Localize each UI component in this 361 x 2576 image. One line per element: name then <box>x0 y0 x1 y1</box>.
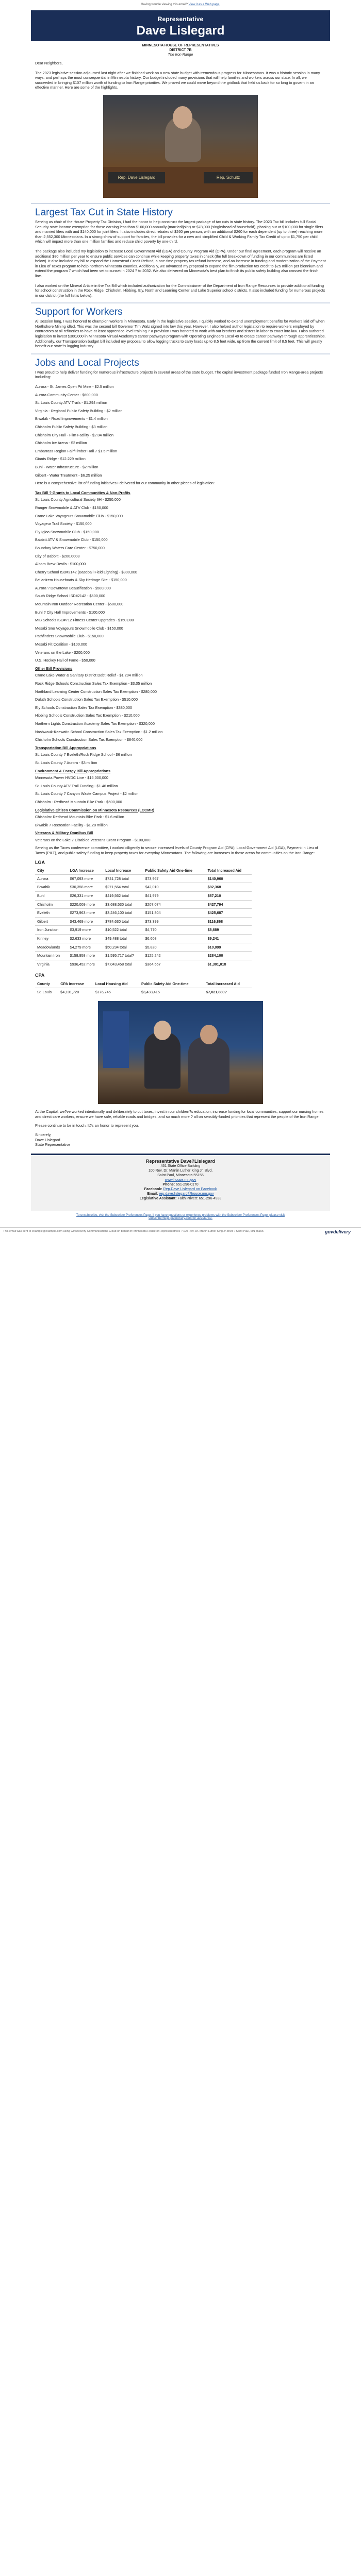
photo-person-1 <box>144 1032 180 1089</box>
closing-paragraph-1: At the Capitol, we?ve worked intentionally and deliberately to cut taxes, invest in our children?s education, increase funding for local communities, support our nursing homes and direct care workers, ensure we have safe, reliable roads and bridges, and so much more ? all on sensibly-funded priorities that represent the people of the Iron Range. <box>35 1109 324 1119</box>
photo-head-2 <box>200 1025 218 1044</box>
cpa-table-row <box>35 988 252 996</box>
tax-bill-item: Buhl ? City Hall Improvements - $100,000 <box>35 609 105 615</box>
tax-paragraph-1: Serving as chair of the House Property Tax Division, I had the honor to help construct the largest package of tax cuts in state history. The 2023 Tax bill includes full Social Security state income exemption for those earning less than $100,000 annually (married/joint) or $78,000 (single/head of household), phasing out at $100,000 for single filers and married filers with and $140,000 for joint filers. It also includes direct rebates of $260 per person, with an additional $260 for each dependent (up to three) reaching more than 2,552,300 Minnesotans. In a strong show of support for families, the bill provides for a new and simplified Child & Working Family Tax Credit of up to $1,750 per child which will impact more than one million families and reduce child poverty by one-third. <box>35 219 323 244</box>
lga-table-cell: Eveleth <box>35 909 68 918</box>
assistant-label: Legislative Assistant: <box>139 1196 177 1200</box>
district-label: DISTRICT 7B <box>169 48 192 52</box>
nameplate-left: Rep. Dave Lislegard <box>108 172 165 183</box>
lga-header-row <box>35 867 252 874</box>
lga-title: LGA <box>35 859 45 865</box>
lga-table-cell: $427,794 <box>206 900 252 909</box>
legal-notice <box>0 1211 361 1227</box>
lga-table-cell: Biwabik <box>35 883 68 892</box>
env-heading: Environment & Energy Bill Appropriations <box>35 768 111 773</box>
facebook-label: Facebook: <box>144 1187 162 1191</box>
cpa-table-cell: $4,101,720 <box>58 988 93 996</box>
tax-heading: Largest Tax Cut in State History <box>31 203 330 219</box>
lga-table-cell: $284,100 <box>206 952 252 960</box>
tax-bill-item: MIB Schools ISD#712 Fitness Center Upgrades - $150,000 <box>35 618 134 623</box>
capital-project-item: St. Louis County ATV Trails - $1.294 million <box>35 400 107 405</box>
tax-bill-item: Boundary Waters Care Center - $750,000 <box>35 545 105 550</box>
lga-table-cell: $936,452 more <box>68 960 104 968</box>
phone-value: 651-296-0170 <box>176 1182 199 1187</box>
capital-project-item: Virginia - Regional Public Safety Building - $2 million <box>35 408 123 413</box>
workers-section <box>31 319 330 349</box>
facebook-link[interactable]: Rep.Dave Lislegard on Facebook <box>163 1187 217 1191</box>
email-link[interactable]: rep.dave.lislegard@house.mn.gov <box>159 1192 214 1196</box>
lga-table-cell: $116,868 <box>206 917 252 926</box>
photo-person-2 <box>188 1037 229 1094</box>
lga-table-cell: Meadowlands <box>35 943 68 952</box>
vets-heading: Veterans & Military Omnibus Bill <box>35 831 93 836</box>
lga-table-cell: $67,093 more <box>68 874 104 883</box>
jobs-section <box>31 370 330 996</box>
footer-assistant <box>31 1196 330 1201</box>
capital-project-item: Giants Ridge - $12.229 million <box>35 456 86 462</box>
banner-line2: Dave Lislegard <box>136 24 225 38</box>
footer-address2: 100 Rev. Dr. Martin Luther King Jr. Blvd. <box>148 1168 213 1173</box>
capital-project-item: Chisholm Public Safety Building - $3 million <box>35 425 108 429</box>
env-item: St. Louis County 7 Canyon Waste Campus Project - $2 million <box>35 791 139 796</box>
lga-table-cell: $3,688,530 total <box>103 900 143 909</box>
nameplate-right: Rep. Schultz <box>204 172 253 183</box>
capital-projects-list <box>35 384 326 478</box>
phone-label: Phone: <box>162 1182 175 1187</box>
lga-table-cell: $220,009 more <box>68 900 104 909</box>
cpa-table-cell: St. Louis <box>35 988 58 996</box>
transport-heading: Transportation Bill Appropriations <box>35 745 96 750</box>
transport-item: St. Louis County 7 Aurora - $3 million <box>35 760 97 765</box>
lga-table-row <box>35 909 252 918</box>
capital-project-item: Buhl - Water Infrastructure - $2 million <box>35 464 99 469</box>
other-provision-item: Chisholm Schools Construction Sales Tax Exemption - $840,000 <box>35 737 143 742</box>
capitol-photo <box>98 1001 263 1104</box>
tax-bill-item: St. Louis County Agricultural Society 6H - $250,000 <box>35 497 121 502</box>
jobs-paragraph-2: Here is a comprehensive list of funding initiatives I delivered for our community in other pieces of legislation: <box>35 481 215 486</box>
capital-project-item: Aurora - St. James Open Pit Mine - $2.5 million <box>35 384 114 389</box>
cpa-title: CPA <box>35 973 45 978</box>
lga-table-cell: $10,522 total <box>103 926 143 935</box>
lga-table-cell: $9,241 <box>206 935 252 943</box>
photo-head <box>173 106 192 129</box>
tax-paragraph-2: The package also included my legislation to increase Local Government Aid (LGA) and County Program Aid (CPA). Under our final agreement, each program will receive an additional $80 million per year to ensure public services can continue while keeping property taxes in check (the full breakdown of funding in our communities are listed below). It also included my bill to expand the Homestead Credit Refund, a one-time property tax refund increase, and an increase in funding and modernization of the Payment in Lieu of Taxes program to help northern Minnesota counties. Additionally, we advanced my proposal to expand the film production tax credit to $25 million per biennium and extend the program 7 which had been set to sunset in 2024 ? to 2032. We also delivered on Minnesota's best plan to finish its public safety building also crossed the finish line. <box>35 248 326 278</box>
lga-table-cell: $7,043,458 total <box>103 960 143 968</box>
other-provision-item: Nashwauk-Keewatin School Construction Sales Tax Exemption - $1.2 million <box>35 729 163 734</box>
intro-paragraph: The 2023 legislative session adjourned last night after we finished work on a new state budget with tremendous progress for Minnesotans. It was a historic session in many ways, and perhaps the most consequential in Minnesota history. Our budget included many provisions that will help families and workers across our state. In all, we succeeded in bringing $107 million worth of funding to Iron Range priorities. We proved we could move beyond the gridlock that held us back for so long to govern in an effective manner. Here are some of the highlights. <box>35 70 320 90</box>
workers-paragraph: All session long, I was honored to champion workers in Minnesota. Early in the legislative session, I quickly worked to extend unemployment benefits for workers laid off when Northshore Mining idled. This was the second bill Governor Tim Walz signed into law this year. However, I also helped author legislation to require workers employed by contractors at oil refineries to have at least apprentice-level training ? a provision I was honored to work with our brothers and sisters in labor to enact into law. I also authored legislation to invest $300,000 in Minnesota Virtual Academy's career pathways program with Operating Engineers Local 49 to create career pathways through apprenticeships. Additionally, our Transportation budget bill included my proposal to allow logging trucks to carry loads up to 8.5 feet wide, up from the current limit of 8.5 feet. This will greatly benefit our state?s logging industry. <box>35 319 326 349</box>
footer-email <box>31 1192 330 1196</box>
greeting: Dear Neighbors, <box>35 61 63 65</box>
other-provisions-list <box>35 673 326 742</box>
capital-project-item: Biwabik - Road Improvements - $1.4 million <box>35 416 108 421</box>
lga-table-row <box>35 874 252 883</box>
email-body <box>31 10 330 1211</box>
lga-table-cell: $158,958 more <box>68 952 104 960</box>
lga-table-row <box>35 900 252 909</box>
lccmr-list <box>35 815 326 827</box>
transport-list <box>35 752 326 765</box>
closing-section <box>31 1109 330 1147</box>
cpa-table-cell: $176,745 <box>93 988 139 996</box>
cpa-column-header: County <box>37 981 50 986</box>
footer-address1: 451 State Office Building <box>160 1164 201 1168</box>
lga-table-row <box>35 935 252 943</box>
lga-column-header: Local Increase <box>105 868 132 873</box>
intro-section <box>31 61 330 90</box>
env-item: St. Louis County ATV Trail Funding - $1.46 million <box>35 783 118 788</box>
lga-table-cell: Mountain Iron <box>35 952 68 960</box>
lga-table <box>35 867 252 968</box>
tax-bill-item: Crane Lake Voyageurs Snowmobile Club - $150,000 <box>35 513 123 518</box>
footer-address3: Saint Paul, Minnesota 55155 <box>157 1173 204 1177</box>
other-provision-item: Crane Lake Water & Sanitary District Debt Relief - $1.294 million <box>35 673 143 678</box>
lga-column-header: LGA Increase <box>70 868 94 873</box>
lga-table-row <box>35 917 252 926</box>
lga-table-cell: Buhl <box>35 892 68 901</box>
lga-table-cell: $741,728 total <box>103 874 143 883</box>
lga-table-cell: $1,301,018 <box>206 960 252 968</box>
assistant-value: Faith Privett: 651-296-4933 <box>177 1196 222 1200</box>
cpa-column-header: Local Housing Aid <box>95 981 128 986</box>
footer-website-link[interactable]: www.house.mn.gov <box>165 1178 196 1182</box>
footer-title: Representative Dave?Lislegard <box>145 1158 216 1164</box>
lga-table-cell: $67,210 <box>206 892 252 901</box>
closing-paragraph-2: Please continue to be in touch. It?s an honor to represent you. <box>35 1123 139 1128</box>
jobs-paragraph-3: Serving as the Taxes conference committee, I worked diligently to secure increased levels of County Program Aid (CPA), Local Government Aid (LGA), Payment in Lieu of Taxes (PILT), and public safety funding to keep property taxes for everyday Minnesotans. The following are increases in those areas for communities on the Iron Range: <box>35 845 318 856</box>
lga-table-cell: $3,919 more <box>68 926 104 935</box>
cpa-column-header: Public Safety Aid One-time <box>141 981 189 986</box>
tax-bill-item: Aurora ? Downtown Beautification - $500,000 <box>35 585 111 590</box>
other-provision-item: Ely Schools Construction Sales Tax Exemption - $380,000 <box>35 705 133 710</box>
other-heading: Other Bill Provisions <box>35 666 73 671</box>
signer-name: Dave Lislegard <box>35 1137 60 1142</box>
tax-bill-item: Mesabi Sno Voyageurs Snowmobile Club - $150,000 <box>35 625 123 631</box>
delivery-text: This email was sent to example@example.com using GovDelivery Communications Cloud on behalf of: Minnesota House of Representatives ? 100 Rev. Dr. Martin Luther King Jr. Blvd ? Saint Paul, MN 55155 <box>3 1229 264 1233</box>
lga-table-cell: $140,960 <box>206 874 252 883</box>
lga-table-cell: $784,630 total <box>103 917 143 926</box>
jobs-heading: Jobs and Local Projects <box>31 353 330 370</box>
lga-table-cell: $10,099 <box>206 943 252 952</box>
capital-project-item: Chisholm Ice Arena - $2 million <box>35 440 87 446</box>
lga-table-cell: $2,633 more <box>68 935 104 943</box>
tax-bill-item: Ranger Snowmobile & ATV Club - $150,000 <box>35 505 108 510</box>
lga-table-cell: $26,331 more <box>68 892 104 901</box>
tax-bill-item: City of Babbitt - $200,0008 <box>35 553 80 558</box>
email-label: Email: <box>147 1192 158 1196</box>
jobs-paragraph-1: I was proud to help deliver funding for numerous infrastructure projects in several areas of the state budget. The capital investment package funded Iron Range-area projects including: <box>35 369 323 380</box>
other-provision-item: Hibbing Schools Construction Sales Tax Exemption - $210,000 <box>35 713 140 718</box>
lga-table-cell: $50,234 total <box>103 943 143 952</box>
footer-phone <box>31 1182 330 1187</box>
delivery-bar <box>0 1227 361 1239</box>
tax-bill-item: Pathfinders Snowmobile Club - $150,000 <box>35 634 104 639</box>
lga-table-row <box>35 883 252 892</box>
floor-photo <box>103 95 258 198</box>
lga-table-cell: $41,979 <box>143 892 205 901</box>
capital-project-item: Gilbert - Water Treatment - $6.25 million <box>35 472 102 478</box>
region-label: The Iron Range <box>168 53 193 57</box>
env-item: Minnesota Power HVDC Line - $16,000,000 <box>35 775 108 781</box>
unsubscribe-link[interactable]: To unsubscribe, visit the Subscriber Preferences Page. If you have questions or experience problems with the Subscriber Preferences Page, please visit <box>76 1213 285 1217</box>
cpa-table <box>35 980 252 996</box>
cpa-table-cell: $3,433,415 <box>139 988 204 996</box>
preheader-text: Having trouble viewing this email? <box>141 3 188 6</box>
lga-table-row <box>35 926 252 935</box>
lga-table-row <box>35 892 252 901</box>
lga-column-header: City <box>37 868 44 873</box>
other-provision-item: Rock Ridge Schools Construction Sales Tax Exemption - $3.05 million <box>35 681 152 686</box>
tax-bill-item: Veterans on the Lake - $200,000 <box>35 650 90 655</box>
lga-table-cell: $30,358 more <box>68 883 104 892</box>
photo-head-1 <box>154 1021 171 1040</box>
house-label: MINNESOTA HOUSE OF REPRESENTATIVES <box>142 44 219 47</box>
govdelivery-logo[interactable]: govdelivery <box>324 1229 351 1234</box>
district-info <box>31 41 330 61</box>
tax-bill-list <box>35 497 326 663</box>
tax-bill-heading: Tax Bill ? Grants to Local Communities & Non-Profits <box>35 490 130 495</box>
env-item: Chisholm - Redhead Mountain Bike Park - $500,000 <box>35 799 122 804</box>
lga-table-cell: $43,469 more <box>68 917 104 926</box>
tax-bill-item: U.S. Hockey Hall of Fame - $50,000 <box>35 658 95 663</box>
lga-column-header: Total Increased Aid <box>207 868 242 873</box>
lga-table-cell: $6,608 <box>143 935 205 943</box>
lga-table-row <box>35 952 252 960</box>
tax-bill-item: Mesabi Fit Coalition - $100,000 <box>35 642 87 647</box>
signoff: Sincerely, <box>35 1132 52 1137</box>
lga-table-cell: $273,963 more <box>68 909 104 918</box>
view-web-link[interactable]: View it as a Web page. <box>188 3 220 6</box>
lga-table-cell: Virginia <box>35 960 68 968</box>
lga-column-header: Public Safety Aid One-time <box>145 868 193 873</box>
lga-table-cell: $42,010 <box>143 883 205 892</box>
contact-footer <box>31 1154 330 1211</box>
other-provision-item: Northern Lights Construction Academy Sales Tax Exemption - $320,000 <box>35 721 155 726</box>
lga-table-cell: $425,687 <box>206 909 252 918</box>
capital-project-item: Embarrass Region Fair/Timber Hall 7 $1.5 million <box>35 448 118 453</box>
tax-paragraph-3: I also worked on the Mineral Article in the Tax Bill which included authorization for the Commissioner of the Department of Iron Range Resources to provide additional funding for school construction in the Rock Ridge, Chisholm, Hibbing, Ely, Northland Learning Center and Lake Superior school districts. It also included funding for numerous projects in our district (the full list is below). <box>35 283 325 298</box>
lga-table-cell: $73,399 <box>143 917 205 926</box>
tax-bill-item: Voyageur Trail Society - $150,000 <box>35 521 92 527</box>
cpa-column-header: CPA Increase <box>60 981 84 986</box>
cpa-table-cell: $7,021,880? <box>204 988 252 996</box>
tax-bill-item: Ely Igloo Snowmobile Club - $150,000 <box>35 529 99 534</box>
cpa-header-row <box>35 980 252 988</box>
tax-bill-item: Bellanirem Houseboats & Sky Heritage Site - $150,000 <box>35 578 127 583</box>
footer-facebook <box>31 1187 330 1192</box>
tax-bill-item: Cherry School ISD#2142 (Baseball Field Lighting) - $300,000 <box>35 569 137 574</box>
photo-flag <box>103 1011 129 1068</box>
lga-table-cell: Aurora <box>35 874 68 883</box>
cpa-body <box>35 988 252 996</box>
lccmr-item: Biwabik 7 Recreation Facility - $1.28 million <box>35 822 108 827</box>
capital-project-item: Aurora Community Center - $600,000 <box>35 392 98 397</box>
other-provision-item: Duluth Schools Construction Sales Tax Exemption - $510,000 <box>35 697 138 702</box>
lga-table-row <box>35 943 252 952</box>
banner-line1: Representative <box>157 15 204 23</box>
lccmr-item: Chisholm: Redhead Mountain Bike Park - $1.6 million <box>35 815 124 820</box>
signer-title: State Representative <box>35 1142 71 1147</box>
subscriber-help-link[interactable]: subscriberhelp.govdelivery.com for assistance. <box>149 1216 212 1220</box>
lga-body <box>35 874 252 968</box>
lga-table-cell: $4,279 more <box>68 943 104 952</box>
tax-bill-item: Babbitt ATV & Snowmobile Club - $150,000 <box>35 537 108 543</box>
lga-table-cell: Iron Junction <box>35 926 68 935</box>
cpa-column-header: Total Increased Aid <box>206 981 240 986</box>
lga-table-cell: $151,804 <box>143 909 205 918</box>
lga-table-cell: $125,242 <box>143 952 205 960</box>
lga-table-cell: $4,770 <box>143 926 205 935</box>
lga-table-cell: $3,246,100 total <box>103 909 143 918</box>
header-banner <box>31 10 330 41</box>
lga-table-cell: $364,567 <box>143 960 205 968</box>
lga-table-cell: $419,562 total <box>103 892 143 901</box>
lga-table-cell: $1,595,717 total? <box>103 952 143 960</box>
vets-item: Veterans on the Lake 7 Disabled Veterans Grant Program - $100,000 <box>35 837 151 842</box>
lga-table-cell: $271,564 total <box>103 883 143 892</box>
lga-table-cell: Gilbert <box>35 917 68 926</box>
lga-table-cell: $207,074 <box>143 900 205 909</box>
capital-project-item: Chisholm City Hall - Film Facility - $2.04 million <box>35 432 114 437</box>
other-provision-item: Northland Learning Center Construction Sales Tax Exemption - $280,000 <box>35 689 157 694</box>
vets-list <box>35 838 326 843</box>
lga-table-cell: Kinney <box>35 935 68 943</box>
lga-table-row <box>35 960 252 968</box>
tax-bill-item: Albom Brew Devils - $100,000 <box>35 562 86 567</box>
tax-bill-item: Mountain Iron Outdoor Recreation Center - $500,000 <box>35 602 124 607</box>
lga-table-cell: $49,488 total <box>103 935 143 943</box>
tax-bill-item: South Ridge School ISD#2142 - $500,000 <box>35 594 105 599</box>
env-list <box>35 775 326 804</box>
lga-table-cell: $8,689 <box>206 926 252 935</box>
preheader <box>0 0 361 10</box>
transport-item: St. Louis County 7 Eveleth/Rock Ridge School - $6 million <box>35 752 132 757</box>
lccmr-heading: Legislative Citizen Commission on Minnesota Resources (LCCMR) <box>35 807 155 812</box>
lga-table-cell: $5,820 <box>143 943 205 952</box>
lga-table-cell: $73,967 <box>143 874 205 883</box>
lga-table-cell: $82,368 <box>206 883 252 892</box>
workers-heading: Support for Workers <box>31 302 330 319</box>
tax-section <box>31 219 330 298</box>
lga-table-cell: Chisholm <box>35 900 68 909</box>
